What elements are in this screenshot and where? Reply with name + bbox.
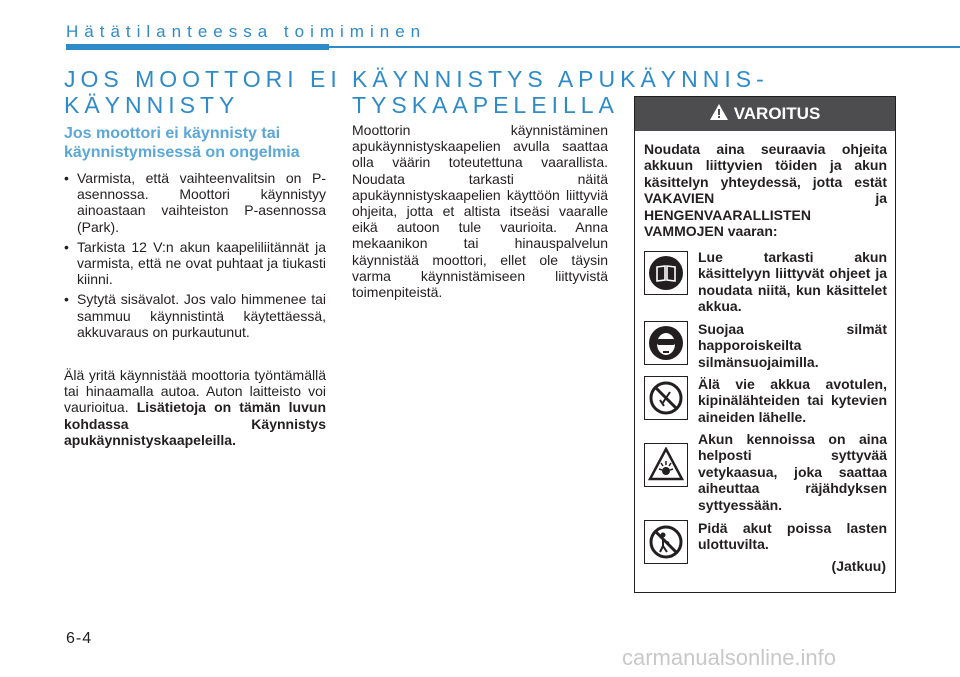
jump-start-paragraph: Moottorin käynnistäminen apukäynnistyskaapelien avulla saattaa olla väärin toteutettuna vaarallista. Noudata tarkasti näitä apukäynnistyskaapelien käyttöön liittyviä ohjeita, jotta et altista itseäsi vaaralle eikä autoon tule vaurioita. Anna mekaanikon tai hinauspalvelun käynnistää moottori, ellet ole täysin varma käynnistämiseen liittyvistä toimenpiteistä.	[352, 122, 608, 301]
page-number: 6-4	[66, 630, 93, 647]
warning-item-text: Suojaa silmät happoroiskeilta silmänsuojaimilla.	[698, 321, 887, 370]
section-title-line: TYSKAAPELEILLA	[352, 92, 619, 118]
manual-book-icon	[644, 251, 688, 295]
explosion-icon	[644, 443, 688, 487]
section-title-line: KÄYNNISTY	[64, 92, 240, 118]
eye-protection-icon	[644, 321, 688, 365]
warning-triangle-icon	[710, 104, 728, 125]
warning-item-text: Pidä akut poissa lasten ulottuvilta.	[698, 520, 887, 553]
section-title-engine-not-starting	[64, 66, 342, 118]
header-divider-thick	[66, 44, 329, 50]
warning-item-text: Älä vie akkua avotulen, kipinälähteiden tai kytevien aineiden lähelle.	[698, 376, 887, 425]
warning-box	[634, 96, 896, 593]
list-item: • Sytytä sisävalot. Jos valo himmenee tai sammuu käynnistintä käytettäessä, akkuvaraus on purkautunut.	[64, 291, 326, 340]
subheading: Jos moottori ei käynnisty tai käynnistymisessä on ongelmia	[64, 125, 300, 161]
list-item: • Tarkista 12 V:n akun kaapeliliitännät ja varmista, että ne ovat puhtaat ja tiukasti kiinni.	[64, 239, 326, 288]
section-title-line: JOS MOOTTORI EI	[64, 66, 342, 92]
warning-intro: Noudata aina seuraavia ohjeita akkuun liittyvien töiden ja akun käsittelyn yhteydessä, jotta estät VAKAVIEN ja HENGENVAARALLISTEN VAMMOJEN vaaran:	[644, 141, 887, 240]
warning-heading: VAROITUS	[733, 104, 821, 123]
continued-label: (Jatkuu)	[831, 558, 886, 574]
list-item: • Varmista, että vaihteenvalitsin on P-asennossa. Moottori käynnistyy ainoastaan vaihteiston P-asennossa (Park).	[64, 170, 326, 235]
push-start-warning-paragraph	[64, 367, 326, 448]
keep-children-away-icon	[644, 520, 688, 564]
header-divider-thin	[329, 46, 960, 48]
warning-header	[635, 97, 895, 131]
cross-reference: Lisätietoja on tämän luvun kohdassa Käynnistys apukäynnistyskaapeleilla.	[64, 399, 326, 448]
warning-item-text: Akun kennoissa on aina helposti syttyvää vetykaasua, joka saattaa aiheuttaa räjähdyksen syttyessään.	[698, 431, 887, 513]
watermark: carmanualsonline.info	[622, 645, 837, 670]
check-list	[64, 170, 326, 344]
paragraph-text: Älä yritä käynnistää moottoria työntämällä tai hinaamalla autoa. Auton laitteisto voi vaurioitua.	[64, 367, 326, 416]
no-open-flame-icon	[644, 376, 688, 420]
section-title-line: KÄYNNISTYS APUKÄYNNIS-	[352, 66, 769, 92]
chapter-title: Hätätilanteessa toimiminen	[66, 22, 427, 41]
warning-item-text: Lue tarkasti akun käsittelyyn liittyvät ohjeet ja noudata niitä, kun käsittelet akkua.	[698, 249, 887, 315]
